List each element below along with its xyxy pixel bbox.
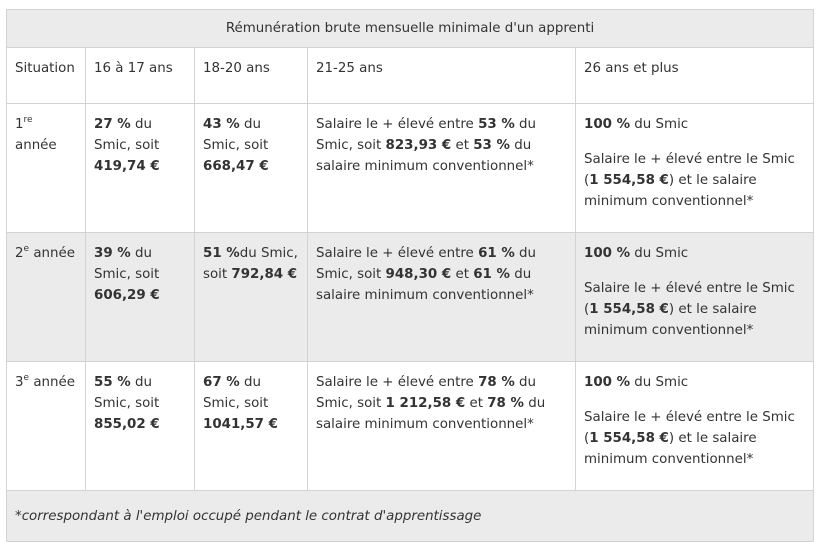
situation-cell: 3e année	[7, 362, 86, 491]
situation-cell: 2e année	[7, 233, 86, 362]
footnote-row	[7, 491, 814, 542]
situation-cell: 1re année	[7, 104, 86, 233]
table-caption: Rémunération brute mensuelle minimale d'un apprenti	[7, 10, 814, 48]
table-row-year-2	[7, 233, 814, 362]
cell-18-20: 67 % du Smic, soit 1041,57 €	[195, 362, 308, 491]
header-16-17: 16 à 17 ans	[86, 48, 195, 104]
cell-21-25: Salaire le + élevé entre 53 % du Smic, soit 823,93 € et 53 % du salaire minimum conventionnel*	[308, 104, 576, 233]
cell-18-20: 51 %du Smic, soit 792,84 €	[195, 233, 308, 362]
footnote: *correspondant à l'emploi occupé pendant le contrat d'apprentissage	[7, 491, 814, 542]
cell-16-17: 55 % du Smic, soit 855,02 €	[86, 362, 195, 491]
header-row	[7, 48, 814, 104]
cell-18-20: 43 % du Smic, soit 668,47 €	[195, 104, 308, 233]
table-row-year-1	[7, 104, 814, 233]
header-26-plus: 26 ans et plus	[576, 48, 814, 104]
header-18-20: 18-20 ans	[195, 48, 308, 104]
cell-26-plus: 100 % du Smic Salaire le + élevé entre le Smic (1 554,58 €) et le salaire minimum conventionnel*	[576, 104, 814, 233]
cell-26-plus: 100 % du Smic Salaire le + élevé entre le Smic (1 554,58 €) et le salaire minimum conventionnel*	[576, 233, 814, 362]
apprentice-salary-table	[6, 9, 814, 542]
cell-16-17: 27 % du Smic, soit 419,74 €	[86, 104, 195, 233]
cell-21-25: Salaire le + élevé entre 61 % du Smic, soit 948,30 € et 61 % du salaire minimum conventionnel*	[308, 233, 576, 362]
header-situation: Situation	[7, 48, 86, 104]
cell-21-25: Salaire le + élevé entre 78 % du Smic, soit 1 212,58 € et 78 % du salaire minimum conventionnel*	[308, 362, 576, 491]
table-row-year-3	[7, 362, 814, 491]
header-21-25: 21-25 ans	[308, 48, 576, 104]
cell-16-17: 39 % du Smic, soit 606,29 €	[86, 233, 195, 362]
cell-26-plus: 100 % du Smic Salaire le + élevé entre le Smic (1 554,58 €) et le salaire minimum conventionnel*	[576, 362, 814, 491]
